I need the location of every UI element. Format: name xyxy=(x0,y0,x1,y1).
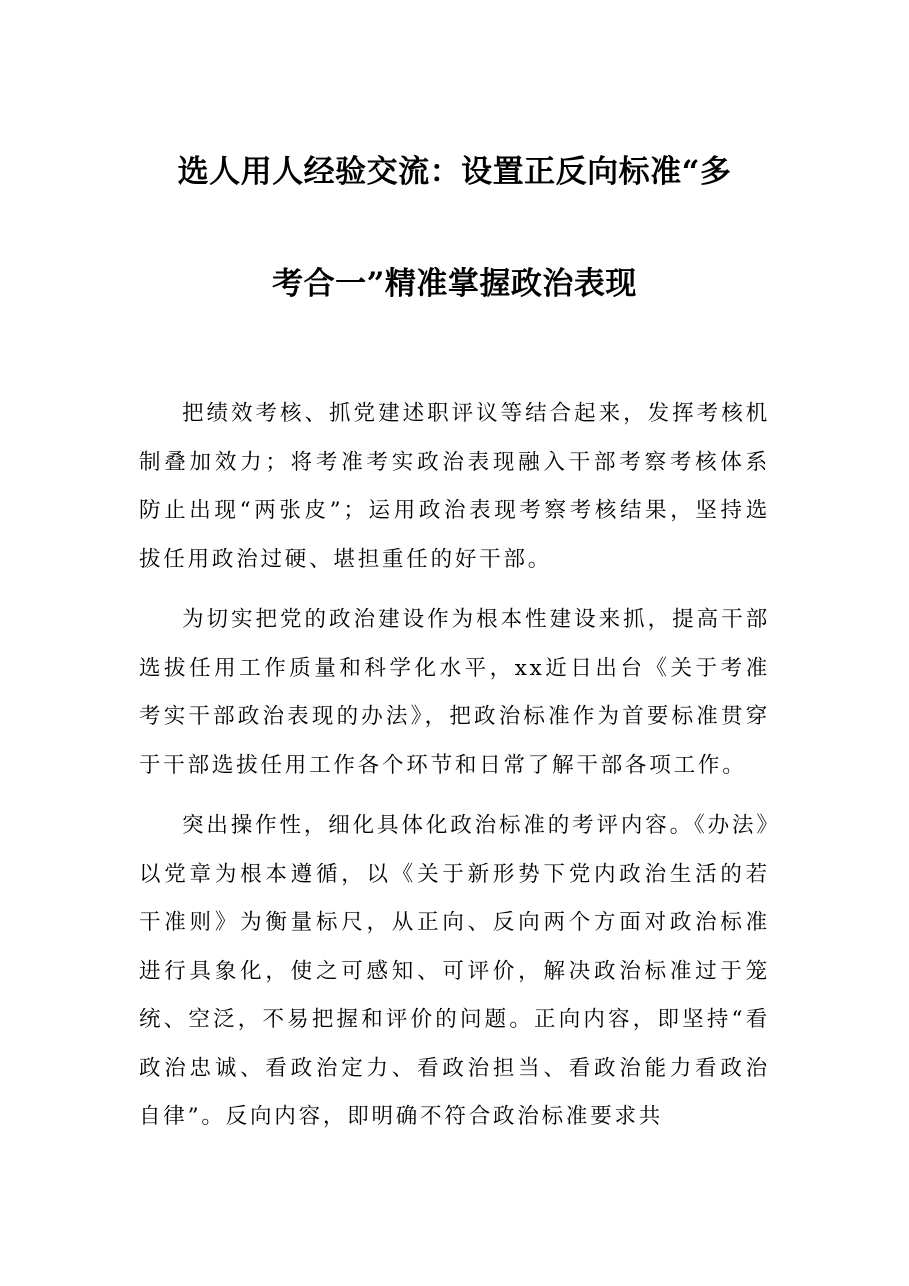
document-title-line-1: 选人用人经验交流：设置正反向标准“多 xyxy=(177,154,732,190)
body-paragraph-1: 把绩效考核、抓党建述职评议等结合起来，发挥考核机制叠加效力；将考准考实政治表现融入干部考察考核体系防止出现“两张皮”；运用政治表现考察考核结果，坚持选拔任用政治过硬、堪担重任的好干部。 xyxy=(139,401,770,572)
body-paragraph-2: 为切实把党的政治建设作为根本性建设来抓，提高干部选拔任用工作质量和科学化水平，xx近日出台《关于考准考实干部政治表现的办法》，把政治标准作为首要标准贯穿于干部选拔任用工作各个环节和日常了解干部各项工作。 xyxy=(139,607,770,778)
document-title-line-2: 考合一”精准掌握政治表现 xyxy=(272,266,637,302)
body-paragraph-3: 突出操作性，细化具体化政治标准的考评内容。《办法》以党章为根本遵循，以《关于新形势下党内政治生活的若干准则》为衡量标尺，从正向、反向两个方面对政治标准进行具象化，使之可感知、可评价，解决政治标准过于笼统、空泛，不易把握和评价的问题。正向内容，即坚持“看政治忠诚、看政治定力、看政治担当、看政治能力看政治自律”。反向内容，即明确不符合政治标准要求共 xyxy=(139,813,770,1129)
document-body xyxy=(139,390,770,1142)
